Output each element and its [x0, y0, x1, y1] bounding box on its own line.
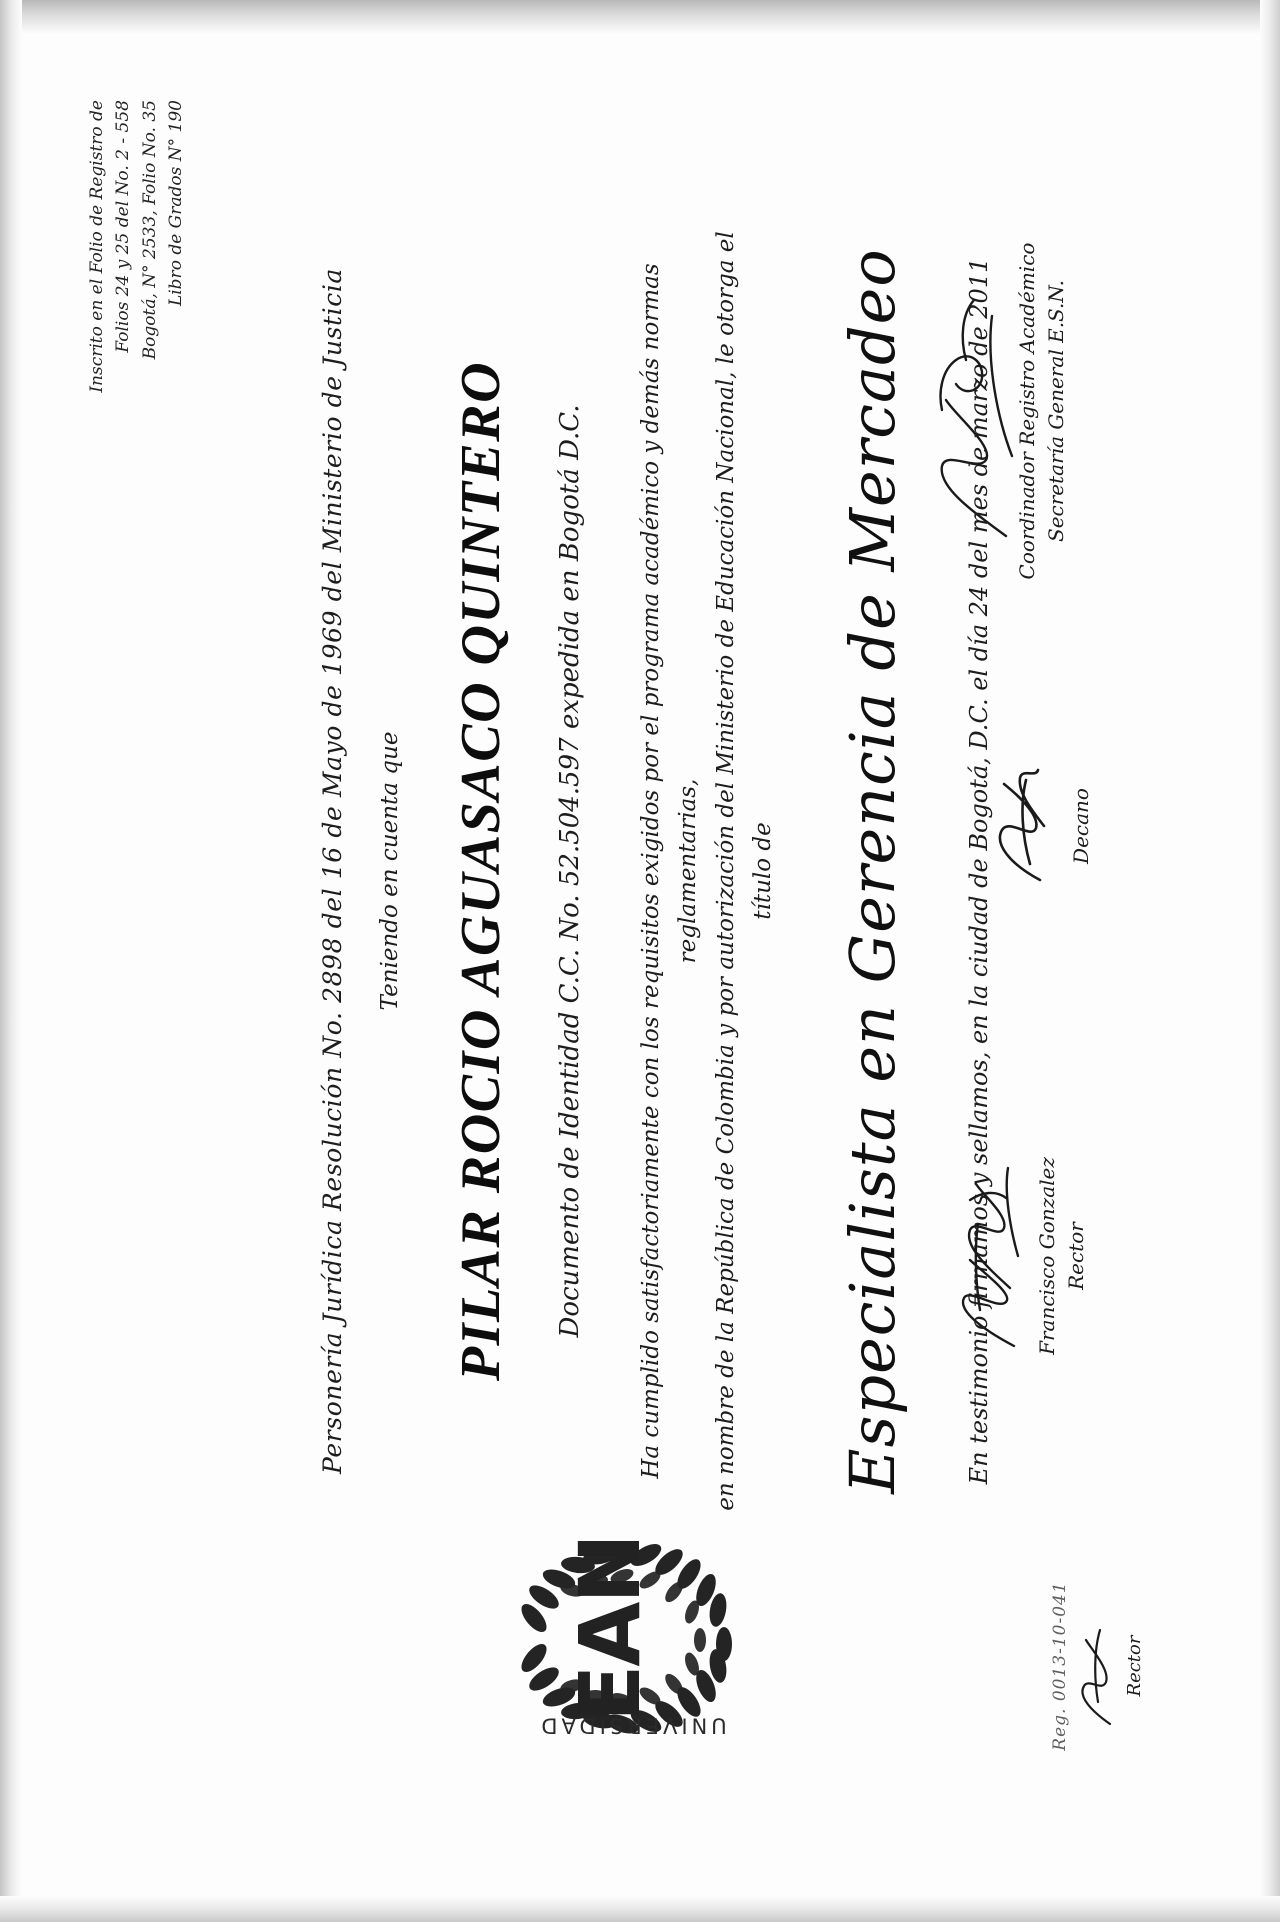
logo-universidad-text: UNIVERSIDAD	[537, 1713, 727, 1738]
diploma-certificate	[50, 56, 1230, 1866]
registration-line-2: Folios 24 y 25 del No. 2 - 558	[113, 100, 134, 353]
paper-edge-bottom	[0, 1896, 1280, 1922]
degree-title: Especialista en Gerencia de Mercadeo	[836, 248, 909, 1494]
logo-ean-text: EAN	[561, 1535, 659, 1722]
registration-line-4: Libro de Grados N° 190	[166, 100, 187, 307]
statement-line-2: en nombre de la República de Colombia y por autorización del Ministerio de Educación Nacional, le otorga el título de	[712, 231, 776, 1511]
closing-line: En testimonio firmamos y sellamos, en la ciudad de Bogotá, D.C. el día 24 del mes de marzo de 2011	[965, 257, 993, 1485]
graduate-name: PILAR ROCIO AGUASACO QUINTERO	[450, 360, 512, 1382]
signature-block-secretaria	[920, 216, 1070, 606]
statement-paragraph	[633, 206, 782, 1536]
identity-document-line: Documento de Identidad C.C. No. 52.504.597 expedida en Bogotá D.C.	[555, 404, 585, 1338]
signature-role-rector: Rector	[1064, 1222, 1088, 1290]
university-logo	[502, 1506, 752, 1806]
signature-mark-icon	[974, 676, 1066, 976]
signature-block-rector	[940, 1096, 1090, 1416]
annotation-signature-mark-icon	[1070, 1536, 1124, 1796]
signature-name-secretaria: Coordinador Registro Académico	[1015, 242, 1039, 580]
paper-edge-top	[0, 0, 1280, 34]
diploma-body	[90, 206, 993, 1536]
statement-line-1: Ha cumplido satisfactoriamente con los requisitos exigidos por el programa académico y demás normas reglamentarias,	[638, 263, 702, 1479]
signature-row	[930, 206, 1180, 1536]
registration-line-3: Bogotá, N° 2533, Folio No. 35	[139, 100, 160, 360]
signature-block-decano	[974, 676, 1095, 976]
registration-line-1: Inscrito en el Folio de Registro de	[87, 100, 107, 393]
signature-role-decano: Decano	[1069, 788, 1093, 864]
annotation-reference: Reg. 0013-10-041	[1050, 1581, 1070, 1751]
signature-name-rector: Francisco Gonzalez	[1035, 1157, 1059, 1355]
signature-mark-icon	[940, 1096, 1032, 1416]
preamble-line: Teniendo en cuenta que	[377, 731, 403, 1011]
signature-role-secretaria: Secretaría General E.S.N.	[1044, 280, 1068, 542]
legal-resolution-line: Personería Jurídica Resolución No. 2898 del 16 de Mayo de 1969 del Ministerio de Justicia	[318, 268, 347, 1474]
hand-annotation	[1050, 1536, 1145, 1796]
paper-edge-right	[1260, 0, 1280, 1922]
annotation-role: Rector	[1124, 1635, 1145, 1697]
paper-edge-left	[0, 0, 22, 1922]
signature-mark-icon	[920, 216, 1012, 606]
registration-block	[84, 100, 189, 530]
